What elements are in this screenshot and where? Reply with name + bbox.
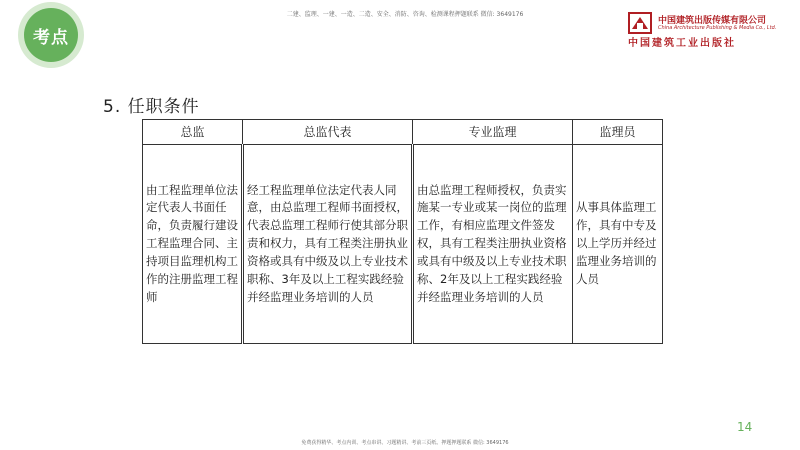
- page-number: 14: [737, 420, 753, 434]
- requirements-table: [142, 119, 663, 344]
- topic-badge: [0, 0, 100, 72]
- cell-chief-deputy: 经工程监理单位法定代表人同意，由总监理工程师书面授权，代表总监理工程师行使其部分职责和权力，具有工程类注册执业资格或具有中级及以上专业技术职称、3年及以上工程实践经验并经监理业务培训的人员: [243, 145, 413, 344]
- header-professional-supervisor: 专业监理: [413, 120, 573, 145]
- cell-professional-supervisor: 由总监理工程师授权，负责实施某一专业或某一岗位的监理工作，有相应监理文件签发权，具有工程类注册执业资格或具有中级及以上专业技术职称、2年及以上工程实践经验并经监理业务培训的人员: [413, 145, 573, 344]
- publisher-name-cn: 中国建筑出版传媒有限公司: [658, 16, 767, 26]
- badge-label: 考点: [24, 8, 78, 62]
- cell-chief-supervisor: 由工程监理单位法定代表人书面任命，负责履行建设工程监理合同、主持项目监理机构工作的注册监理工程师: [143, 145, 243, 344]
- publisher-name-en: China Architecture Publishing & Media Co., Ltd.: [658, 25, 777, 31]
- table-row: [143, 145, 663, 344]
- header-chief-deputy: 总监代表: [243, 120, 413, 145]
- publisher-logo-block: [628, 12, 778, 52]
- publisher-logo-icon: [628, 12, 652, 34]
- top-banner: 二建、监理、一建、一造、二造、安全、消防、咨询、检测课程押题联系 微信: 3649176: [286, 11, 524, 18]
- header-supervisor-staff: 监理员: [573, 120, 663, 145]
- header-chief-supervisor: 总监: [143, 120, 243, 145]
- publisher-calligraphy: 中国建筑工业出版社: [628, 38, 736, 49]
- cell-supervisor-staff: 从事具体监理工作，具有中专及以上学历并经过监理业务培训的人员: [573, 145, 663, 344]
- table-header-row: [143, 120, 663, 145]
- bottom-banner: 免费获得精华、考点内训、考点串讲、习题精讲、考前三页纸、押题押题联系 微信: 3649176: [301, 440, 509, 446]
- section-title: 5. 任职条件: [103, 97, 200, 117]
